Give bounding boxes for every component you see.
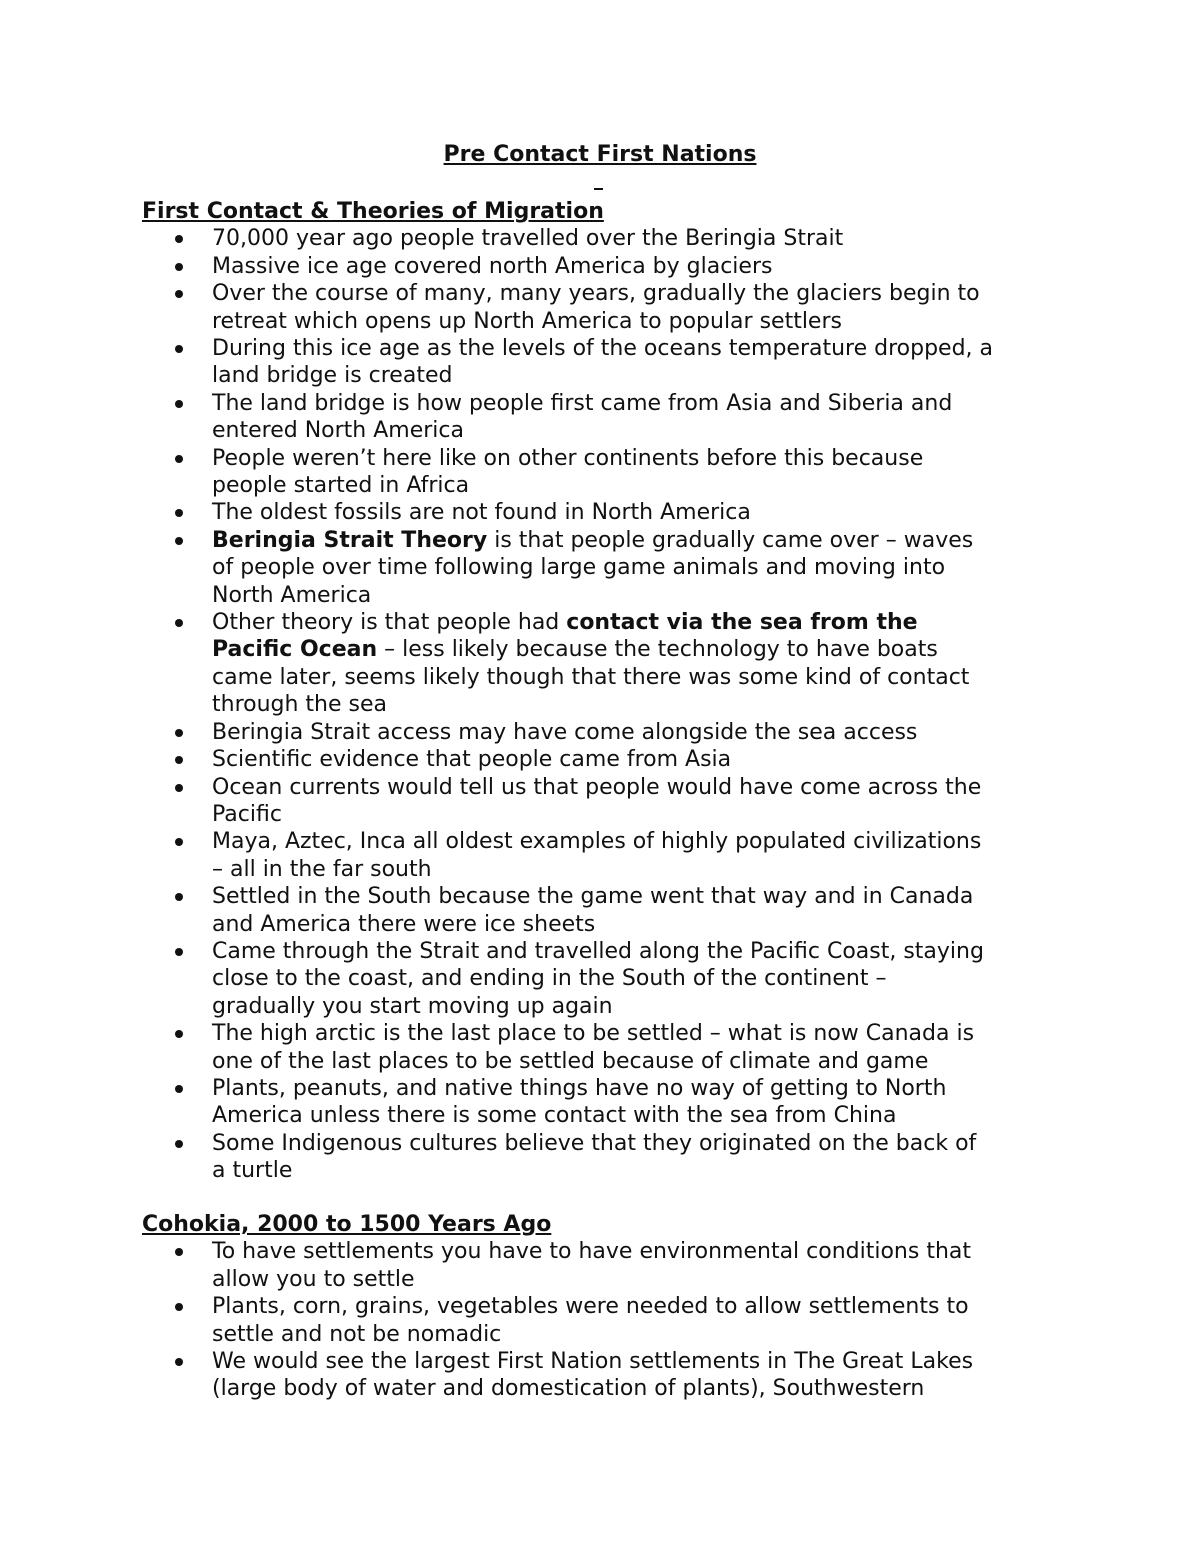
bullet-icon (175, 729, 183, 737)
list-item (142, 883, 1072, 938)
list-item (142, 1020, 1072, 1075)
bullet-text: Scientific evidence that people came from Asia (212, 747, 732, 773)
list-item (142, 1348, 1072, 1403)
bullet-text: The oldest fossils are not found in North America (212, 500, 751, 526)
bullet-icon (175, 1140, 183, 1148)
list-item (142, 390, 1072, 445)
page-title: Pre Contact First Nations (443, 142, 757, 167)
bullet-icon (175, 400, 183, 408)
section-first-contact (142, 198, 1072, 1185)
bullet-text: Other theory is that people had (212, 610, 567, 636)
bullet-icon (175, 1358, 183, 1366)
bullet-text: The high arctic is the last place to be settled – what is now Canada is one of the last places to be settled because of climate and game (212, 1021, 975, 1074)
list-item (142, 828, 1072, 883)
bullet-text: Over the course of many, many years, gradually the glaciers begin to retreat which opens up North America to popular settlers (212, 281, 980, 334)
bullet-icon (175, 1248, 183, 1256)
list-item (142, 1130, 1072, 1185)
bullet-text: Plants, corn, grains, vegetables were needed to allow settlements to settle and not be nomadic (212, 1294, 969, 1347)
list-item (142, 1238, 1072, 1293)
list-item (142, 335, 1072, 390)
bullet-text: Came through the Strait and travelled along the Pacific Coast, staying close to the coast, and ending in the South of the continent – gradually you start moving up again (212, 938, 984, 1019)
list-item (142, 746, 1072, 773)
list-item (142, 774, 1072, 829)
list-item (142, 609, 1072, 719)
bullet-icon (175, 537, 183, 545)
bullet-text: Beringia Strait access may have come alongside the sea access (212, 719, 918, 745)
list-item (142, 938, 1072, 1020)
bullet-icon (175, 619, 183, 627)
bullet-icon (175, 784, 183, 792)
list-item (142, 1293, 1072, 1348)
bullet-icon (175, 1085, 183, 1093)
bold-phrase: Beringia Strait Theory (212, 527, 488, 553)
bullet-icon (175, 290, 183, 298)
bold-phrase: contact via the sea from the Pacific Ocean (212, 610, 918, 663)
bullet-icon (175, 948, 183, 956)
bullet-text: During this ice age as the levels of the oceans temperature dropped, a land bridge is created (212, 336, 994, 389)
list-item (142, 253, 1072, 280)
bullet-list (142, 1238, 1072, 1402)
bullet-text: To have settlements you have to have environmental conditions that allow you to settle (212, 1239, 971, 1292)
list-item (142, 225, 1072, 252)
list-item (142, 280, 1072, 335)
bullet-text: Ocean currents would tell us that people would have come across the Pacific (212, 774, 982, 827)
bullet-icon (175, 263, 183, 271)
list-item (142, 1075, 1072, 1130)
bullet-icon (175, 455, 183, 463)
bullet-text: Plants, peanuts, and native things have no way of getting to North America unless there is some contact with the sea from China (212, 1075, 947, 1129)
bullet-text: Some Indigenous cultures believe that they originated on the back of a turtle (212, 1130, 977, 1184)
bullet-text: Settled in the South because the game went that way and in Canada and America there were ice sheets (212, 884, 974, 937)
bullet-text: People weren’t here like on other continents before this because people started in Africa (212, 445, 924, 499)
list-item (142, 527, 1072, 609)
bullet-text: Massive ice age covered north America by glaciers (212, 253, 773, 279)
bullet-text: – less likely because the technology to have boats came later, seems likely though that there was some kind of contact through the sea (212, 637, 970, 718)
bullet-text: Maya, Aztec, Inca all oldest examples of highly populated civilizations – all in the far south (212, 829, 982, 882)
bullet-icon (175, 1030, 183, 1038)
bullet-icon (175, 509, 183, 517)
bullet-icon (175, 345, 183, 353)
bullet-icon (175, 235, 183, 243)
bullet-icon (175, 1303, 183, 1311)
list-item (142, 445, 1072, 500)
bullet-text: The land bridge is how people first came from Asia and Siberia and entered North America (212, 390, 953, 444)
bullet-list (142, 225, 1072, 1184)
bullet-icon (175, 838, 183, 846)
section-heading: First Contact & Theories of Migration (142, 199, 604, 224)
list-item (142, 719, 1072, 746)
section-cohokia (142, 1211, 1072, 1403)
bullet-text: We would see the largest First Nation settlements in The Great Lakes (large body of water and domestication of plants), Southwestern (212, 1349, 974, 1402)
section-heading: Cohokia, 2000 to 1500 Years Ago (142, 1212, 552, 1237)
bullet-text: is that people gradually came over – waves of people over time following large game animals and moving into North America (212, 527, 974, 608)
bullet-text: 70,000 year ago people travelled over the Beringia Strait (212, 226, 844, 252)
bullet-icon (175, 893, 183, 901)
bullet-icon (175, 756, 183, 764)
list-item (142, 499, 1072, 526)
title-divider-mark (594, 188, 603, 190)
